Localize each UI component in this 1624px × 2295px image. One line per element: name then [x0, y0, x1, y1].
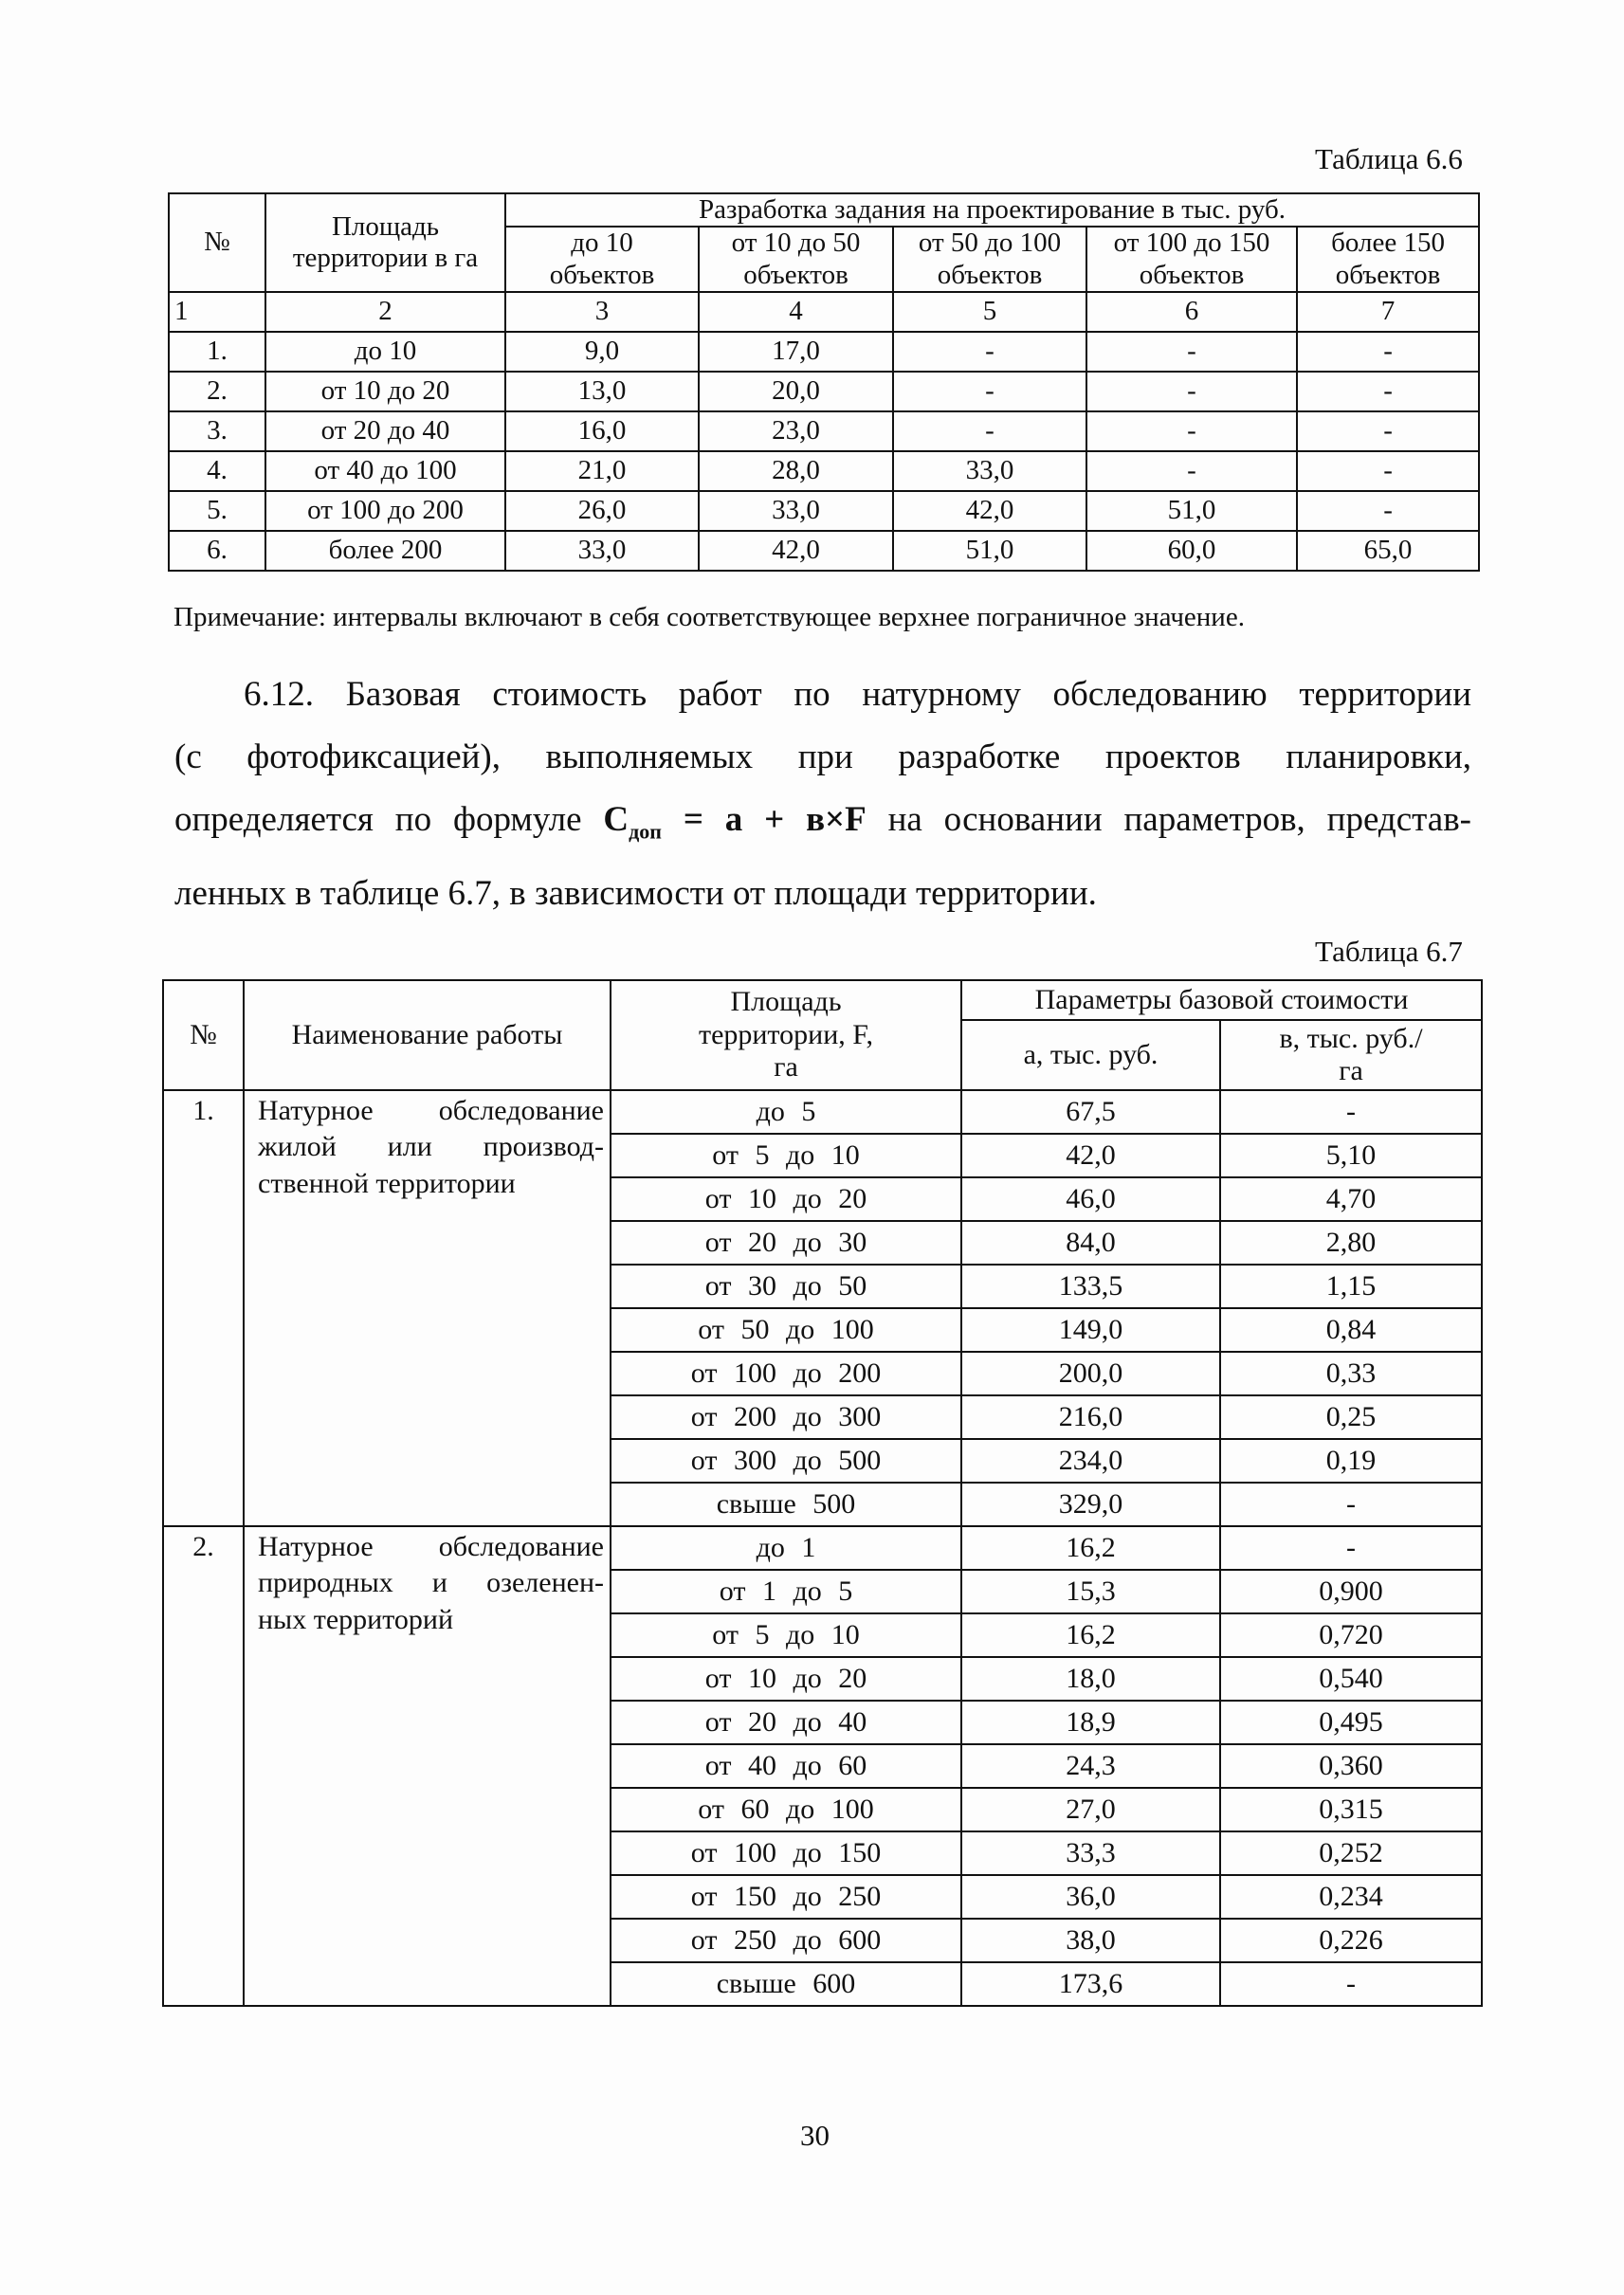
cell-work-name — [244, 1090, 611, 1526]
cell-b: - — [1220, 1962, 1482, 2006]
cell-area: от 5 до 10 — [611, 1134, 961, 1177]
cell-a: 38,0 — [961, 1919, 1220, 1962]
cell-area: от 50 до 100 — [611, 1308, 961, 1352]
cell-a: 36,0 — [961, 1875, 1220, 1919]
cell-num: 1. — [163, 1090, 244, 1526]
cell-a: 173,6 — [961, 1962, 1220, 2006]
cell-area: от 100 до 150 — [611, 1831, 961, 1875]
cell-a: 46,0 — [961, 1177, 1220, 1221]
cell-area: до 10 — [265, 332, 505, 372]
cell-area: свыше 600 — [611, 1962, 961, 2006]
col-number: 7 — [1297, 292, 1479, 332]
table-row — [169, 372, 1479, 411]
cell-area: от 10 до 20 — [265, 372, 505, 411]
text-span: на основании параметров, представ- — [866, 800, 1471, 839]
table-6-7-caption: Таблица 6.7 — [1315, 935, 1463, 968]
cell-area: до 5 — [611, 1090, 961, 1134]
cell-value: 17,0 — [699, 332, 893, 372]
cell-value: 23,0 — [699, 411, 893, 451]
cell-a: 18,0 — [961, 1657, 1220, 1701]
cell-area: от 20 до 30 — [611, 1221, 961, 1265]
cell-value: 33,0 — [505, 531, 699, 571]
col-number: 2 — [265, 292, 505, 332]
table-row — [169, 411, 1479, 451]
cell-a: 200,0 — [961, 1352, 1220, 1395]
cell-b: 0,234 — [1220, 1875, 1482, 1919]
table-6-7 — [162, 979, 1483, 2007]
table-row — [169, 332, 1479, 372]
cell-num: 1. — [169, 332, 265, 372]
text-span: определяется по формуле — [174, 800, 604, 839]
cell-a: 33,3 — [961, 1831, 1220, 1875]
header-group: Разработка задания на проектирование в тыс. руб. — [505, 193, 1479, 227]
table-row — [169, 491, 1479, 531]
cell-b: 0,360 — [1220, 1744, 1482, 1788]
cell-value: 20,0 — [699, 372, 893, 411]
cell-value: - — [1297, 372, 1479, 411]
cell-area: от 1 до 5 — [611, 1570, 961, 1613]
work-name-line: Натурное обследование — [258, 1095, 604, 1126]
cell-a: 16,2 — [961, 1526, 1220, 1570]
cell-work-name — [244, 1526, 611, 2006]
cell-area: от 30 до 50 — [611, 1265, 961, 1308]
cell-a: 234,0 — [961, 1439, 1220, 1483]
header-name: Наименование работы — [244, 980, 611, 1090]
cell-b: - — [1220, 1483, 1482, 1526]
cell-value: 26,0 — [505, 491, 699, 531]
cell-value: 42,0 — [699, 531, 893, 571]
formula — [603, 800, 867, 844]
cell-num: 2. — [163, 1526, 244, 2006]
cell-a: 15,3 — [961, 1570, 1220, 1613]
cell-num: 2. — [169, 372, 265, 411]
cell-b: 0,900 — [1220, 1570, 1482, 1613]
paragraph-line — [174, 789, 1471, 863]
cell-a: 18,9 — [961, 1701, 1220, 1744]
cell-value: 60,0 — [1086, 531, 1297, 571]
cell-area: от 5 до 10 — [611, 1613, 961, 1657]
table-row — [169, 451, 1479, 491]
cell-b: - — [1220, 1526, 1482, 1570]
col-number: 5 — [893, 292, 1086, 332]
cell-num: 3. — [169, 411, 265, 451]
page-number: 30 — [800, 2119, 830, 2152]
cell-value: - — [1086, 451, 1297, 491]
work-name-line: Натурное обследование — [258, 1531, 604, 1562]
cell-a: 133,5 — [961, 1265, 1220, 1308]
cell-b: 0,19 — [1220, 1439, 1482, 1483]
cell-a: 27,0 — [961, 1788, 1220, 1831]
header-area: Площадь территории, F, га — [611, 980, 961, 1090]
header-a: а, тыс. руб. — [961, 1020, 1220, 1090]
cell-value: 51,0 — [893, 531, 1086, 571]
cell-b: 0,33 — [1220, 1352, 1482, 1395]
cell-value: - — [1086, 411, 1297, 451]
header-area: Площадь территории в га — [265, 193, 505, 292]
cell-value: 21,0 — [505, 451, 699, 491]
paragraph-line: 6.12. Базовая стоимость работ по натурному обследованию территории — [244, 675, 1471, 714]
header-num: № — [163, 980, 244, 1090]
cell-value: 51,0 — [1086, 491, 1297, 531]
cell-num: 6. — [169, 531, 265, 571]
formula-rest: = а + в×F — [661, 800, 867, 839]
table-row — [169, 531, 1479, 571]
cell-value: - — [893, 411, 1086, 451]
cell-area: от 20 до 40 — [265, 411, 505, 451]
cell-b: 0,540 — [1220, 1657, 1482, 1701]
cell-area: от 300 до 500 — [611, 1439, 961, 1483]
cell-area: от 40 до 100 — [265, 451, 505, 491]
cell-area: от 10 до 20 — [611, 1177, 961, 1221]
work-name-line: ных территорий — [258, 1603, 454, 1635]
col-number: 3 — [505, 292, 699, 332]
cell-a: 216,0 — [961, 1395, 1220, 1439]
cell-area: от 10 до 20 — [611, 1657, 961, 1701]
cell-area: до 1 — [611, 1526, 961, 1570]
cell-value: 33,0 — [699, 491, 893, 531]
cell-a: 84,0 — [961, 1221, 1220, 1265]
work-name-line: ственной территории — [258, 1167, 516, 1199]
cell-area: от 100 до 200 — [611, 1352, 961, 1395]
cell-b: - — [1220, 1090, 1482, 1134]
cell-value: - — [1297, 491, 1479, 531]
cell-b: 4,70 — [1220, 1177, 1482, 1221]
cell-area: от 60 до 100 — [611, 1788, 961, 1831]
cell-b: 0,315 — [1220, 1788, 1482, 1831]
cell-b: 0,226 — [1220, 1919, 1482, 1962]
cell-area: от 200 до 300 — [611, 1395, 961, 1439]
header-col: от 50 до 100 объектов — [893, 227, 1086, 292]
paragraph-6-12 — [174, 664, 1471, 925]
header-b: в, тыс. руб./га — [1220, 1020, 1482, 1090]
cell-value: - — [1297, 451, 1479, 491]
cell-b: 0,252 — [1220, 1831, 1482, 1875]
cell-a: 16,2 — [961, 1613, 1220, 1657]
cell-a: 67,5 — [961, 1090, 1220, 1134]
cell-num: 4. — [169, 451, 265, 491]
cell-value: - — [893, 332, 1086, 372]
cell-num: 5. — [169, 491, 265, 531]
col-number: 6 — [1086, 292, 1297, 332]
work-name-line: жилой или производ- — [258, 1131, 604, 1163]
table-row — [163, 1090, 1482, 1134]
cell-value: - — [893, 372, 1086, 411]
cell-value: 42,0 — [893, 491, 1086, 531]
cell-b: 0,84 — [1220, 1308, 1482, 1352]
header-col: от 10 до 50 объектов — [699, 227, 893, 292]
col-number: 1 — [169, 292, 265, 332]
cell-area: от 250 до 600 — [611, 1919, 961, 1962]
formula-c: C — [603, 800, 630, 839]
cell-b: 2,80 — [1220, 1221, 1482, 1265]
cell-area: от 20 до 40 — [611, 1701, 961, 1744]
header-col: от 100 до 150 объектов — [1086, 227, 1297, 292]
work-name-line: природных и озеленен- — [258, 1567, 604, 1599]
cell-value: - — [1297, 332, 1479, 372]
cell-a: 149,0 — [961, 1308, 1220, 1352]
cell-area: от 40 до 60 — [611, 1744, 961, 1788]
cell-a: 24,3 — [961, 1744, 1220, 1788]
header-group: Параметры базовой стоимости — [961, 980, 1482, 1020]
cell-b: 0,495 — [1220, 1701, 1482, 1744]
cell-b: 5,10 — [1220, 1134, 1482, 1177]
column-numbers-row — [169, 292, 1479, 332]
cell-value: 33,0 — [893, 451, 1086, 491]
cell-value: 9,0 — [505, 332, 699, 372]
cell-b: 1,15 — [1220, 1265, 1482, 1308]
table-6-6-caption: Таблица 6.6 — [1315, 142, 1463, 175]
cell-area: свыше 500 — [611, 1483, 961, 1526]
header-col: более 150 объектов — [1297, 227, 1479, 292]
cell-value: - — [1297, 411, 1479, 451]
table-note: Примечание: интервалы включают в себя соответствующее верхнее пограничное значение. — [173, 602, 1245, 632]
table-row — [163, 1526, 1482, 1570]
cell-a: 329,0 — [961, 1483, 1220, 1526]
header-col: до 10 объектов — [505, 227, 699, 292]
cell-a: 42,0 — [961, 1134, 1220, 1177]
formula-subscript: доп — [629, 819, 662, 844]
paragraph-line: ленных в таблице 6.7, в зависимости от площади территории. — [174, 874, 1097, 914]
paragraph-line: (с фотофиксацией), выполняемых при разработке проектов планировки, — [174, 738, 1471, 776]
cell-b: 0,25 — [1220, 1395, 1482, 1439]
cell-value: 65,0 — [1297, 531, 1479, 571]
cell-b: 0,720 — [1220, 1613, 1482, 1657]
cell-value: 16,0 — [505, 411, 699, 451]
cell-area: от 100 до 200 — [265, 491, 505, 531]
cell-value: - — [1086, 372, 1297, 411]
col-number: 4 — [699, 292, 893, 332]
cell-value: 13,0 — [505, 372, 699, 411]
header-num: № — [169, 193, 265, 292]
cell-value: 28,0 — [699, 451, 893, 491]
cell-value: - — [1086, 332, 1297, 372]
cell-area: более 200 — [265, 531, 505, 571]
table-6-6 — [168, 192, 1480, 572]
cell-area: от 150 до 250 — [611, 1875, 961, 1919]
